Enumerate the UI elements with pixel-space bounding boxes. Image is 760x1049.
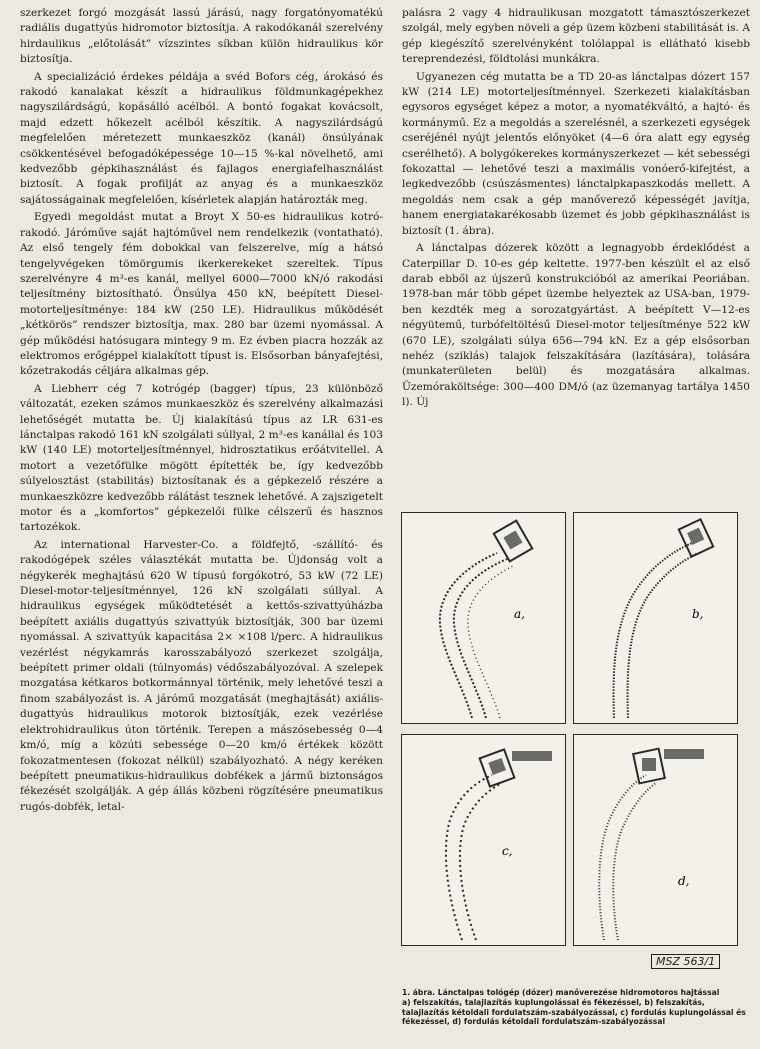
paragraph: palásra 2 vagy 4 hidraulikusan mozgatott támasztószerkezet szolgál, mely egyben növeli a gép üzem közbeni stabilitását is. A gép kiegészítő szerelvényként tolólappal is ellátható kisebb tereprendezési, földtolási munkákra. xyxy=(402,7,750,66)
paragraph: A Liebherr cég 7 kotrógép (bagger) típus, 23 különböző változatát, ezeken számos munkaeszköz és szerelvény alkalmazási lehetőségét mutatta be. Új kialakítású típus az LR 631-es lánctalpas rakodó 161 kN szolgálati súllyal, 2 m³-es kanállal és 103 kW (140 LE) motorteljesítménnyel, hidrosztatikus erőátvitellel. A motort a vezetőfülke mögött építették be, így kedvezőbb súlyelosztást (stabilitás) biztosítanak és a gépkezelő részére a munkaeszközre kedvezőbb rálátást tesznek lehetővé. A zajszigetelt motor és a „komfortos” gépkezelői fülke célszerű és hasznos tartozékok. xyxy=(20,382,383,534)
figure-panel-d xyxy=(573,734,738,946)
paragraph: A specializáció érdekes példája a svéd Bofors cég, árokásó és rakodó kanalakat készít a hidraulikus földmunkagépekhez nagyszilárdságú, kopásálló acélból. A bontó fogakat kovácsolt, majd edzett hőkezelt acélból készítik. A nagyszilárdságú megfelelően méretezett munkaeszköz (kanál) önsúlyának csökkentésével befogadóképessége 10—15 %-kal növelhető, ami kedvezőbb gépkihasználást és fajlagos energiafelhasználást biztosít. A fogak profilját az anyag és a munkaeszköz sajátosságainak megfelelően, kísérletek alapján határozták meg. xyxy=(20,70,383,206)
paragraph: szerkezet forgó mozgását lassú járású, nagy forgatónyomatékú radiális dugattyús hidromotor biztosítja. A rakodókanál szerelvény hirdaulikus „előtolását” vízszintes síkban külön hidraulikus kör biztosítja. xyxy=(20,7,383,66)
panel-label: b, xyxy=(692,607,704,621)
panel-label: a, xyxy=(514,607,525,621)
dozer-track-drawing xyxy=(574,513,737,723)
figure-panel-a xyxy=(401,512,566,724)
figure-caption xyxy=(402,988,750,1027)
dozer-maneuver-figure xyxy=(401,512,747,987)
caption-title: 1. ábra. Lánctalpas tológép (dózer) manőverezése hidromotoros hajtással xyxy=(402,988,720,997)
caption-body: a) felszakítás, talajlazítás kuplungolással és fékezéssel, b) felszakítás, talajlazítás kétoldali fordulatszám-szabályozással, c) fordulás kuplungolással és fékezéssel, d) fordulás kétoldali fordulatszám-szabályozással xyxy=(402,997,746,1027)
panel-label: d, xyxy=(678,874,690,888)
dozer-track-drawing xyxy=(574,735,737,945)
panel-label: c, xyxy=(502,844,513,858)
dozer-track-drawing xyxy=(402,735,565,945)
left-text-column xyxy=(20,6,383,817)
right-text-column xyxy=(402,6,750,413)
figure-id-label: MSZ 563/1 xyxy=(651,954,720,969)
dozer-track-drawing xyxy=(402,513,565,723)
paragraph: A lánctalpas dózerek között a legnagyobb érdeklődést a Caterpillar D. 10-es gép keltette. 1977-ben készült el az első darab ebből az újszerű konstrukcióból az amerikai Peoriában. 1978-ban már több gépet üzembe helyeztek az USA-ban, 1979-ben kezdték meg a sorozatgyártást. A beépített V—12-es négyütemű, turbófeltöltésű Diesel-motor teljesítménye 522 kW (670 LE), szolgálati súlya 656—794 kN. Ez a gép elsősorban nehéz (sziklás) talajok felszakítására (lazítására), tolására (munkaterületen belül) és mozgatására alkalmas. Üzemóraköltsége: 300—400 DM/ó (az üzemanyag tartálya 1450 l). Új xyxy=(402,242,750,409)
figure-panel-b xyxy=(573,512,738,724)
paragraph: Egyedi megoldást mutat a Broyt X 50-es hidraulikus kotró-rakodó. Járóműve saját hajtóművel nem rendelkezik (vontatható). Az első tengely fém dobokkal van felszerelve, míg a hátsó tengelyvégeken tömörgumis ikerkerekeket szereltek. Típus szerelvényre 4 m³-es kanál, mellyel 6000—7000 kN/ó rakodási teljesítmény biztosítható. Önsúlya 450 kN, beépített Diesel-motorteljesítménye: 184 kW (250 LE). Hidraulikus működését „kétkörös” rendszer biztosítja, max. 280 bar üzemi nyomással. A gép működési hatósugara mintegy 9 m. Ez évben piacra hozzák az elektromos erőgéppel kialakított típust is. Elsősorban bányafejtési, kőzetrakodás céljára alkalmas gép. xyxy=(20,211,383,378)
figure-panel-c xyxy=(401,734,566,946)
paragraph: Az international Harvester-Co. a földfejtő, -szállító- és rakodógépek széles választékát mutatta be. Újdonság volt a négykerék meghajtású 620 W típusú forgókotró, 53 kW (72 LE) Diesel-motor-teljesítménnyel, 126 kN szolgálati súllyal. A hidraulikus egységek működtetését a kettős-szivattyúházba beépített axiális dugattyús szivattyúk biztosítják, 300 bar üzemi nyomással. A szivattyúk kapacitása 2× ×108 l/perc. A hidraulikus vezérlést négykamrás karosszabályozó szerkezet szolgálja, beépített primer oldali (túlnyomás) védőszabályozóval. A szelepek mozgatása kétkaros botkormánnyal történik, mely lehetővé teszi a finom szabályozást is. A járómű mozgatását (meghajtását) axiális-dugattyús hidraulikus motorok biztosítják, ezek vezérlése elektrohidraulikus úton történik. Terepen a mászósebesség 0—4 km/ó, míg a közúti sebessége 0—20 km/ó értékek között fokozatmentesen (fokozat nélkül) szabályozható. A négy keréken beépített pneumatikus-hidraulikus dobfékek a jármű biztonságos fékezését szolgálják. A gép állás közbeni rögzítésére pneumatikus rugós-dobfék, letal- xyxy=(20,538,383,813)
paragraph: Ugyanezen cég mutatta be a TD 20-as lánctalpas dózert 157 kW (214 LE) motorteljesítménnyel. Szerkezeti kialakításban egysoros egységet képez a motor, a nyomatékváltó, a hajtó- és kormánymű. Ez a megoldás a szerelésnél, a szerkezeti egységek cseréjénél nyújt jelentős előnyöket (4—6 óra alatt egy egység cserélhető). A bolygókerekes kormányszerkezet — két sebességi fokozattal — lehetővé teszi a maximális vonóerő-kifejtést, a legkedvezőbb (csúszásmentes) lánctalpkapaszkodás mellett. A megoldás nem csak a gép manőverező képességét javítja, hanem energiatakarékosabb üzemet és jobb gépkihasználást is biztosít (1. ábra). xyxy=(402,70,750,237)
